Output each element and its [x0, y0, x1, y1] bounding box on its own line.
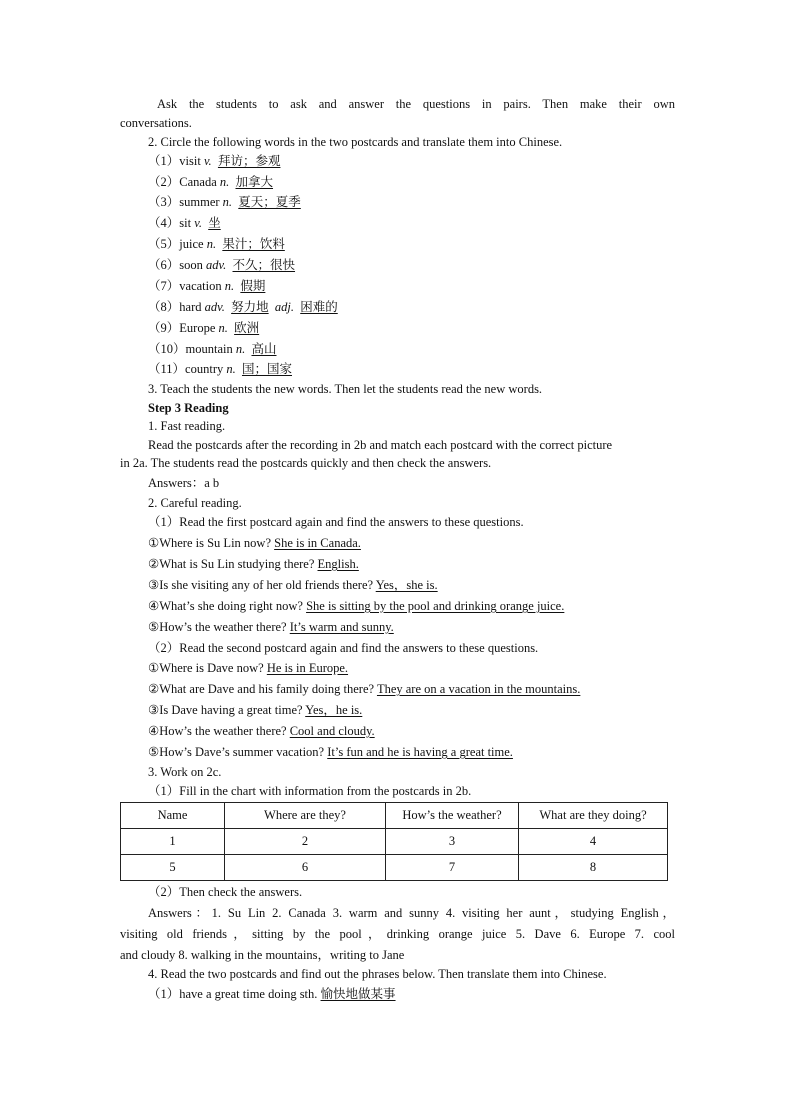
vocab-pos: n. [219, 175, 230, 189]
vocab-number: （8） [148, 300, 180, 314]
answer-text: Yes，he is. [305, 703, 363, 717]
answer-text: She is in Canada. [274, 536, 361, 550]
vocab-translation: 坐 [208, 216, 221, 230]
phrase-label: （1）have a great time doing sth. [148, 987, 321, 1001]
vocab-item [148, 217, 221, 230]
table-cell: 6 [225, 855, 386, 881]
answer-text: Yes，she is. [375, 578, 438, 592]
vocab-translation: 困难的 [300, 300, 338, 314]
header-cell: Where are they? [225, 803, 386, 829]
vocab-word: summer [179, 195, 220, 209]
task4-heading: 4. Read the two postcards and find out the phrases below. Then translate them into Chinese. [148, 967, 607, 981]
vocab-word: vacation [179, 279, 222, 293]
question-text: ①Where is Dave now? [148, 661, 267, 675]
vocab-translation: 不久；很快 [232, 258, 296, 272]
fast-reading-desc-1: Read the postcards after the recording in 2b and match each postcard with the correct picture [148, 438, 613, 452]
vocab-word: sit [179, 216, 192, 230]
chart-answers-line-1: Answers：1. Su Lin 2. Canada 3. warm and sunny 4. visiting her aunt，studying English， [148, 906, 675, 920]
question-item [148, 746, 513, 759]
vocab-item [148, 343, 277, 356]
question-text: ①Where is Su Lin now? [148, 536, 275, 550]
vocab-word: country [185, 362, 224, 376]
vocab-translation: 努力地 [231, 300, 269, 314]
table-row [121, 855, 668, 881]
fast-reading-answers: Answers：a b [148, 476, 220, 490]
fill-chart-instruction: （1）Fill in the chart with information from the postcards in 2b. [148, 784, 472, 798]
vocab-translation: 假期 [240, 279, 266, 293]
table-cell: 5 [121, 855, 225, 881]
vocab-item [148, 259, 295, 272]
header-cell: How’s the weather? [386, 803, 519, 829]
vocab-number: （9） [148, 321, 180, 335]
vocab-pos: adv. [204, 300, 225, 314]
answer-text: He is in Europe. [266, 661, 349, 675]
question-item [148, 537, 361, 550]
vocab-pos: v. [203, 154, 212, 168]
vocab-item [148, 363, 292, 376]
vocab-pos: n. [222, 195, 233, 209]
vocab-pos: n. [218, 321, 228, 335]
vocab-translation: 国；国家 [241, 362, 292, 376]
vocab-pos: n. [226, 362, 236, 376]
header-cell: Name [121, 803, 225, 829]
vocab-item [148, 280, 265, 293]
vocab-number: （2） [148, 175, 180, 189]
vocab-word: Europe [179, 321, 216, 335]
vocab-word: mountain [185, 342, 233, 356]
question-item [148, 600, 564, 613]
vocab-number: （10） [148, 342, 186, 356]
header-cell: What are they doing? [519, 803, 668, 829]
vocab-number: （7） [148, 279, 180, 293]
vocab-pos: adj. [274, 300, 294, 314]
task2-heading: 2. Circle the following words in the two postcards and translate them into Chinese. [148, 135, 563, 149]
vocab-item [148, 176, 273, 189]
vocab-word: Canada [179, 175, 217, 189]
chart-answers-line-2: visiting old friends，sitting by the pool，drinking orange juice 5. Dave 6. Europe 7. cool [120, 927, 675, 941]
question-item [148, 725, 375, 738]
vocab-word: visit [179, 154, 201, 168]
intro-line-2: conversations. [120, 116, 192, 130]
table-cell: 2 [225, 829, 386, 855]
vocab-pos: n. [235, 342, 246, 356]
step3-heading: Step 3 Reading [148, 401, 229, 415]
question-text: ⑤How’s the weather there? [148, 620, 290, 634]
table-cell: 3 [386, 829, 519, 855]
answer-text: They are on a vacation in the mountains. [376, 682, 581, 696]
vocab-item [148, 301, 338, 314]
q2-heading: （2）Read the second postcard again and find the answers to these questions. [148, 641, 539, 655]
vocab-pos: n. [206, 237, 217, 251]
vocab-number: （11） [148, 362, 186, 376]
vocab-word: soon [179, 258, 203, 272]
table-cell: 7 [386, 855, 519, 881]
phrase-item [148, 988, 396, 1001]
vocab-translation: 加拿大 [235, 175, 274, 189]
vocab-number: （1） [148, 154, 180, 168]
vocab-translation: 欧洲 [234, 321, 260, 335]
task3-text: 3. Teach the students the new words. Then let the students read the new words. [148, 382, 543, 396]
question-text: ②What are Dave and his family doing there? [148, 682, 377, 696]
vocab-translation: 夏天；夏季 [238, 195, 301, 209]
vocab-translation: 果汁；饮料 [222, 237, 285, 251]
phrase-translation: 愉快地做某事 [320, 987, 396, 1001]
question-item [148, 579, 438, 592]
vocab-word: hard [179, 300, 202, 314]
vocab-translation: 拜访；参观 [217, 154, 281, 168]
chart-answers-line-3: and cloudy 8. walking in the mountains，writing to Jane [120, 948, 405, 962]
question-text: ④What’s she doing right now? [148, 599, 307, 613]
question-text: ⑤How’s Dave’s summer vacation? [148, 745, 328, 759]
answer-text: Cool and cloudy. [289, 724, 375, 738]
answer-text: It’s warm and sunny. [289, 620, 394, 634]
question-text: ③Is Dave having a great time? [148, 703, 306, 717]
question-text: ④How’s the weather there? [148, 724, 290, 738]
fast-reading-desc-2: in 2a. The students read the postcards quickly and then check the answers. [120, 456, 492, 470]
vocab-number: （3） [148, 195, 180, 209]
vocab-pos: n. [224, 279, 235, 293]
fast-reading-heading: 1. Fast reading. [148, 419, 226, 433]
table-cell: 4 [519, 829, 668, 855]
vocab-item [148, 155, 280, 168]
intro-line-1: Ask the students to ask and answer the questions in pairs. Then make their own [157, 97, 675, 111]
vocab-number: （6） [148, 258, 180, 272]
table-row [121, 829, 668, 855]
question-item [148, 683, 580, 696]
vocab-item [148, 238, 285, 251]
question-text: ③Is she visiting any of her old friends there? [148, 578, 376, 592]
table-header-row [121, 803, 668, 829]
answer-text: She is sitting by the pool and drinking orange juice. [306, 599, 565, 613]
q1-heading: （1）Read the first postcard again and find the answers to these questions. [148, 515, 524, 529]
vocab-item [148, 196, 301, 209]
question-item [148, 558, 359, 571]
vocab-pos: adv. [206, 258, 227, 272]
vocab-pos: v. [194, 216, 202, 230]
vocab-translation: 高山 [251, 342, 277, 356]
check-answers-heading: （2）Then check the answers. [148, 885, 303, 899]
answer-text: It’s fun and he is having a great time. [327, 745, 513, 759]
work-2c-heading: 3. Work on 2c. [148, 765, 222, 779]
vocab-number: （4） [148, 216, 180, 230]
question-item [148, 662, 348, 675]
vocab-item [148, 322, 259, 335]
answer-text: English. [317, 557, 359, 571]
careful-reading-heading: 2. Careful reading. [148, 496, 242, 510]
table-cell: 1 [121, 829, 225, 855]
table-cell: 8 [519, 855, 668, 881]
question-text: ②What is Su Lin studying there? [148, 557, 318, 571]
vocab-word: juice [179, 237, 204, 251]
question-item [148, 621, 394, 634]
info-chart [120, 802, 668, 881]
vocab-number: （5） [148, 237, 180, 251]
question-item [148, 704, 362, 717]
